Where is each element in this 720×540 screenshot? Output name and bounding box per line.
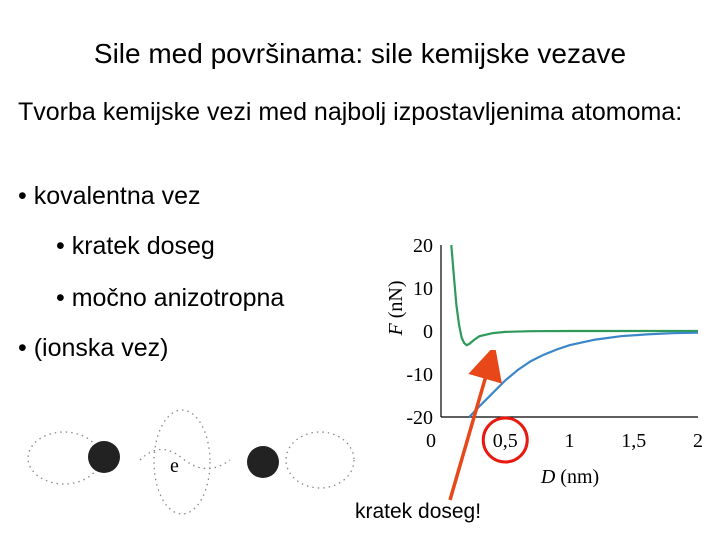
atom-right [247,446,279,478]
annotation-text: kratek doseg! [355,500,482,523]
annotation-arrow [430,350,510,510]
series-line-1 [451,245,698,345]
y-tick-label: 10 [413,278,433,300]
y-tick-label: -20 [406,407,433,429]
x-tick-label: 1 [564,430,575,452]
electron-label: e [170,455,179,477]
slide-title: Sile med površinama: sile kemijske vezave [93,38,627,69]
bullet-anisotropic: • močno anizotropna [56,284,285,312]
intro-text: Tvorba kemijske vezi med najbolj izpostavljenima atomoma: [18,98,683,126]
bullet-covalent: • kovalentna vez [18,182,201,210]
atom-left [88,441,120,473]
y-axis-label: F (nN) [385,280,407,336]
x-tick-label: 0,5 [492,430,518,452]
x-tick-label: 2 [693,430,703,452]
orbital-lobes [28,410,354,514]
bullet-ionic: • (ionska vez) [18,334,169,362]
bullet-short-range: • kratek doseg [56,232,215,260]
y-tick-label: 20 [413,235,433,257]
y-tick-label: -10 [406,364,433,386]
x-axis-label: D (nm) [540,466,600,488]
x-tick-label: 0 [426,430,436,452]
x-tick-label: 1,5 [621,430,647,452]
bond-diagram [20,400,360,515]
y-tick-label: 0 [423,321,433,343]
